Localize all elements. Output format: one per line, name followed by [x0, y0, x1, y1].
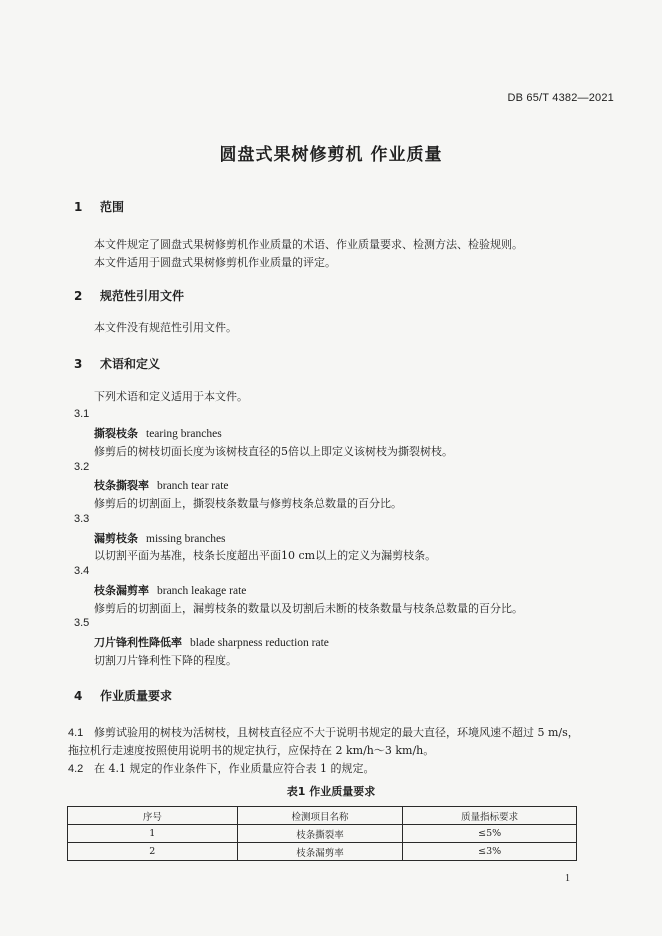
- term-zh: 枝条撕裂率: [94, 479, 149, 492]
- paragraph: 下列术语和定义适用于本文件。: [94, 390, 248, 403]
- term-heading: [94, 425, 222, 441]
- term-zh: 枝条漏剪率: [94, 584, 149, 597]
- document-title: 圆盘式果树修剪机 作业质量: [219, 145, 443, 165]
- table-row: [68, 825, 577, 843]
- term-number: 3.1: [74, 408, 90, 420]
- term-definition: 修剪后的切割面上，撕裂枝条数量与修剪枝条总数量的百分比。: [94, 497, 402, 510]
- paragraph: 本文件规定了圆盘式果树修剪机作业质量的术语、作业质量要求、检测方法、检验规则。: [94, 238, 523, 251]
- clause-number: 4.1: [68, 727, 84, 739]
- column-header: 质量指标要求: [403, 807, 577, 825]
- column-header: 序号: [68, 807, 238, 825]
- table-cell: ≤5%: [403, 825, 577, 843]
- term-zh: 撕裂枝条: [94, 427, 138, 440]
- column-header: 检测项目名称: [237, 807, 403, 825]
- paragraph: 本文件没有规范性引用文件。: [94, 321, 237, 334]
- section-number: 2: [74, 289, 83, 303]
- term-heading: [94, 634, 329, 650]
- clause-text: 在 4.1 规定的作业条件下，作业质量应符合表 1 的规定。: [94, 762, 375, 775]
- term-definition: 修剪后的树枝切面长度为该树枝直径的5倍以上即定义该树枝为撕裂树枝。: [94, 445, 453, 458]
- table-caption: 表1 作业质量要求: [286, 785, 376, 798]
- table-row: [68, 843, 577, 861]
- paragraph: 本文件适用于圆盘式果树修剪机作业质量的评定。: [94, 256, 336, 269]
- table-cell: 2: [68, 843, 238, 861]
- term-zh: 刀片锋利性降低率: [94, 636, 182, 649]
- term-heading: [94, 530, 226, 546]
- term-zh: 漏剪枝条: [94, 532, 138, 545]
- term-heading: [94, 477, 229, 493]
- term-en: branch leakage rate: [157, 585, 247, 597]
- term-definition: 以切割平面为基准，枝条长度超出平面10 cm以上的定义为漏剪枝条。: [94, 549, 437, 562]
- clause-4-1: [68, 724, 579, 740]
- term-en: missing branches: [146, 533, 226, 545]
- clause-continuation: 拖拉机行走速度按照使用说明书的规定执行，应保持在 2 km/h～3 km/h。: [68, 744, 435, 757]
- section-title: 作业质量要求: [100, 689, 173, 703]
- section-1-heading: [74, 198, 124, 215]
- section-number: 3: [74, 357, 83, 371]
- term-number: 3.2: [74, 461, 90, 473]
- section-title: 规范性引用文件: [100, 289, 185, 303]
- section-number: 1: [74, 200, 83, 214]
- section-2-heading: [74, 287, 184, 304]
- term-heading: [94, 582, 246, 598]
- table-cell: 1: [68, 825, 238, 843]
- table-cell: 枝条撕裂率: [237, 825, 403, 843]
- term-definition: 切割刀片锋利性下降的程度。: [94, 654, 237, 667]
- clause-number: 4.2: [68, 763, 84, 775]
- table-cell: 枝条漏剪率: [237, 843, 403, 861]
- section-title: 范围: [100, 200, 125, 214]
- page-number: 1: [565, 873, 570, 884]
- term-number: 3.3: [74, 513, 90, 525]
- term-definition: 修剪后的切割面上，漏剪枝条的数量以及切割后未断的枝条数量与枝条总数量的百分比。: [94, 602, 523, 615]
- term-en: branch tear rate: [157, 480, 229, 492]
- term-number: 3.5: [74, 617, 90, 629]
- section-number: 4: [74, 689, 83, 703]
- standard-code: DB 65/T 4382—2021: [507, 92, 614, 104]
- term-en: tearing branches: [146, 428, 222, 440]
- term-number: 3.4: [74, 565, 90, 577]
- clause-4-2: [68, 760, 374, 776]
- quality-table: [67, 806, 577, 861]
- section-4-heading: [74, 687, 172, 704]
- table-header-row: [68, 807, 577, 825]
- table-cell: ≤3%: [403, 843, 577, 861]
- clause-text: 修剪试验用的树枝为活树枝，且树枝直径应不大于说明书规定的最大直径，环境风速不超过 5 m/s，: [94, 726, 579, 739]
- term-en: blade sharpness reduction rate: [190, 637, 329, 649]
- section-title: 术语和定义: [100, 357, 161, 371]
- section-3-heading: [74, 355, 160, 372]
